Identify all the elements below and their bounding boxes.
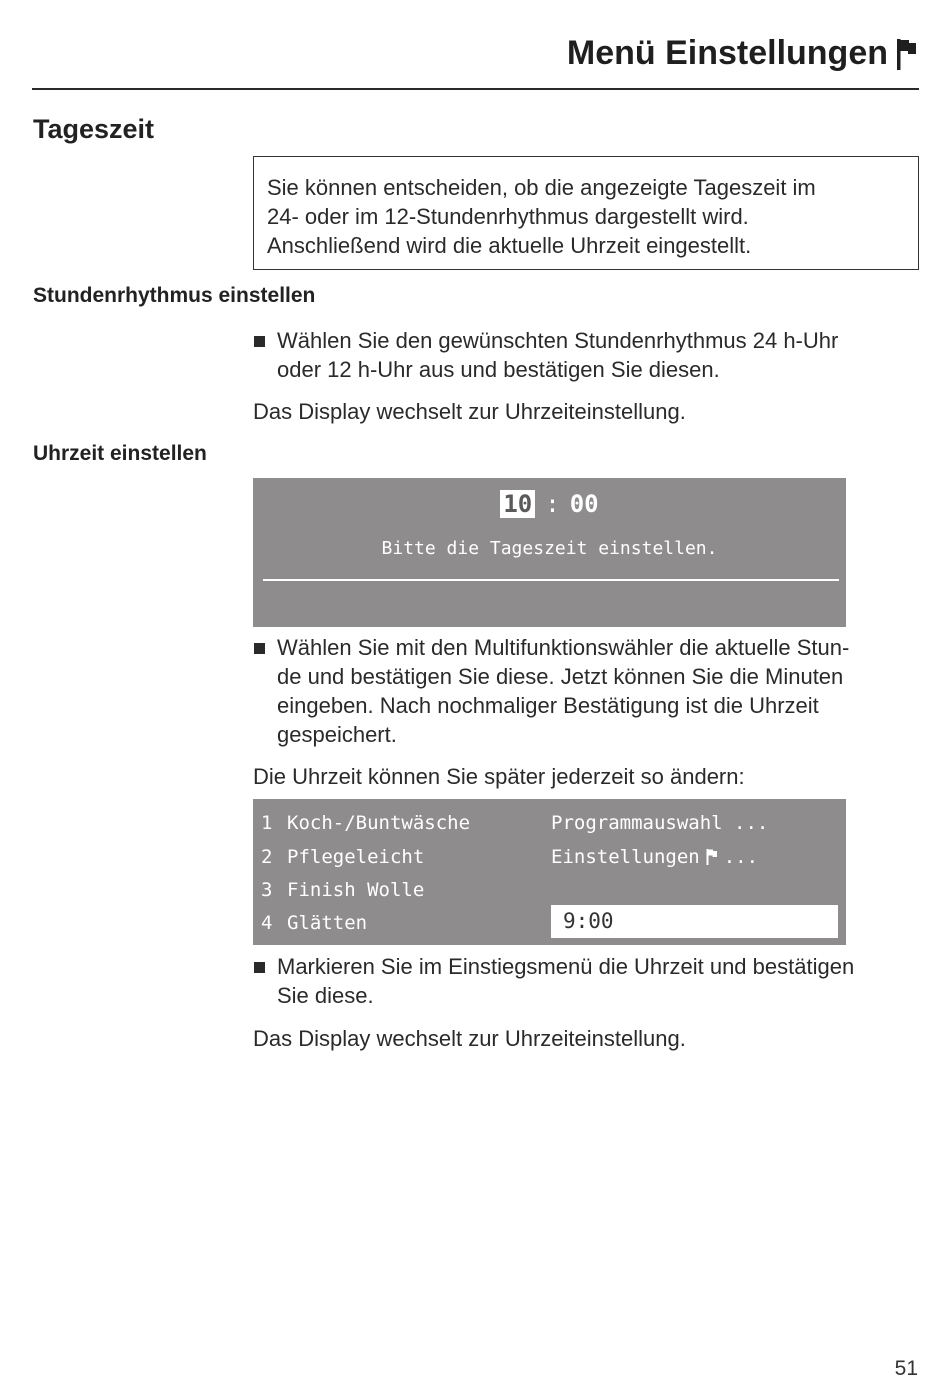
flag-icon [706,848,718,866]
page-title-text: Menü Einstellungen [566,34,888,72]
step-line: Wählen Sie mit den Multifunktionswähler die aktuelle Stun- [277,635,850,660]
step-line: Wählen Sie den gewünschten Stundenrhythmus 24 h-Uhr [277,328,839,353]
page-title [567,34,918,73]
bullet-square-icon [254,962,265,973]
flag-icon [896,37,918,71]
menu-item [261,808,470,838]
step-line: de und bestätigen Sie diese. Jetzt können Sie die Minuten [277,664,844,689]
stundenrhythmus-step [253,326,919,384]
step-line: Markieren Sie im Einstiegsmenü die Uhrzeit und bestätigen [277,954,855,979]
hour-value: 10 [500,490,535,518]
stundenrhythmus-note: Das Display wechselt zur Uhrzeiteinstellung. [253,399,686,424]
menu-item-label: Pflegeleicht [287,846,425,868]
menu-item-number: 1 [261,812,273,834]
menu-step [253,952,919,1010]
menu-item-number: 4 [261,912,273,934]
time-setting-display [253,478,846,627]
step-line: gespeichert. [277,722,397,747]
menu-item [261,875,424,905]
menu-item-label: Koch-/Buntwäsche [287,812,471,834]
menu-item-number: 2 [261,846,273,868]
step-line: oder 12 h-Uhr aus und bestätigen Sie diesen. [277,357,720,382]
info-line: Sie können entscheiden, ob die angezeigte Tageszeit im [267,175,816,200]
menu-right-item [551,842,758,872]
time-separator: : [545,490,560,518]
uhrzeit-note: Die Uhrzeit können Sie später jederzeit so ändern: [253,764,745,789]
header-divider [32,88,919,90]
clock-field: 9:00 [551,905,838,938]
step-line: Sie diese. [277,983,374,1008]
info-line: 24- oder im 12-Stundenrhythmus dargestellt wird. [267,204,749,229]
info-line: Anschließend wird die aktuelle Uhrzeit eingestellt. [267,233,752,258]
minutes-value: 00 [569,490,599,518]
menu-item-number: 3 [261,879,273,901]
menu-right-label: Programmauswahl ... [551,812,769,834]
stundenrhythmus-heading: Stundenrhythmus einstellen [33,284,316,307]
main-menu-display [253,799,846,945]
page-number: 51 [894,1357,918,1380]
menu-note: Das Display wechselt zur Uhrzeiteinstellung. [253,1026,686,1051]
bullet-square-icon [254,643,265,654]
menu-right-item [551,808,768,838]
display-divider [263,579,839,581]
menu-right-suffix: ... [723,846,759,868]
uhrzeit-step [253,633,919,749]
menu-item [261,908,367,938]
uhrzeit-heading: Uhrzeit einstellen [33,442,207,465]
menu-item-label: Glätten [287,912,368,934]
step-line: eingeben. Nach nochmaliger Bestätigung ist die Uhrzeit [277,693,819,718]
bullet-square-icon [254,336,265,347]
menu-item-label: Finish Wolle [287,879,425,901]
time-readout [253,490,846,518]
menu-item [261,842,424,872]
display-message: Bitte die Tageszeit einstellen. [381,538,718,559]
info-box [253,156,919,270]
menu-right-label: Einstellungen [551,846,700,868]
section-title: Tageszeit [33,114,155,144]
